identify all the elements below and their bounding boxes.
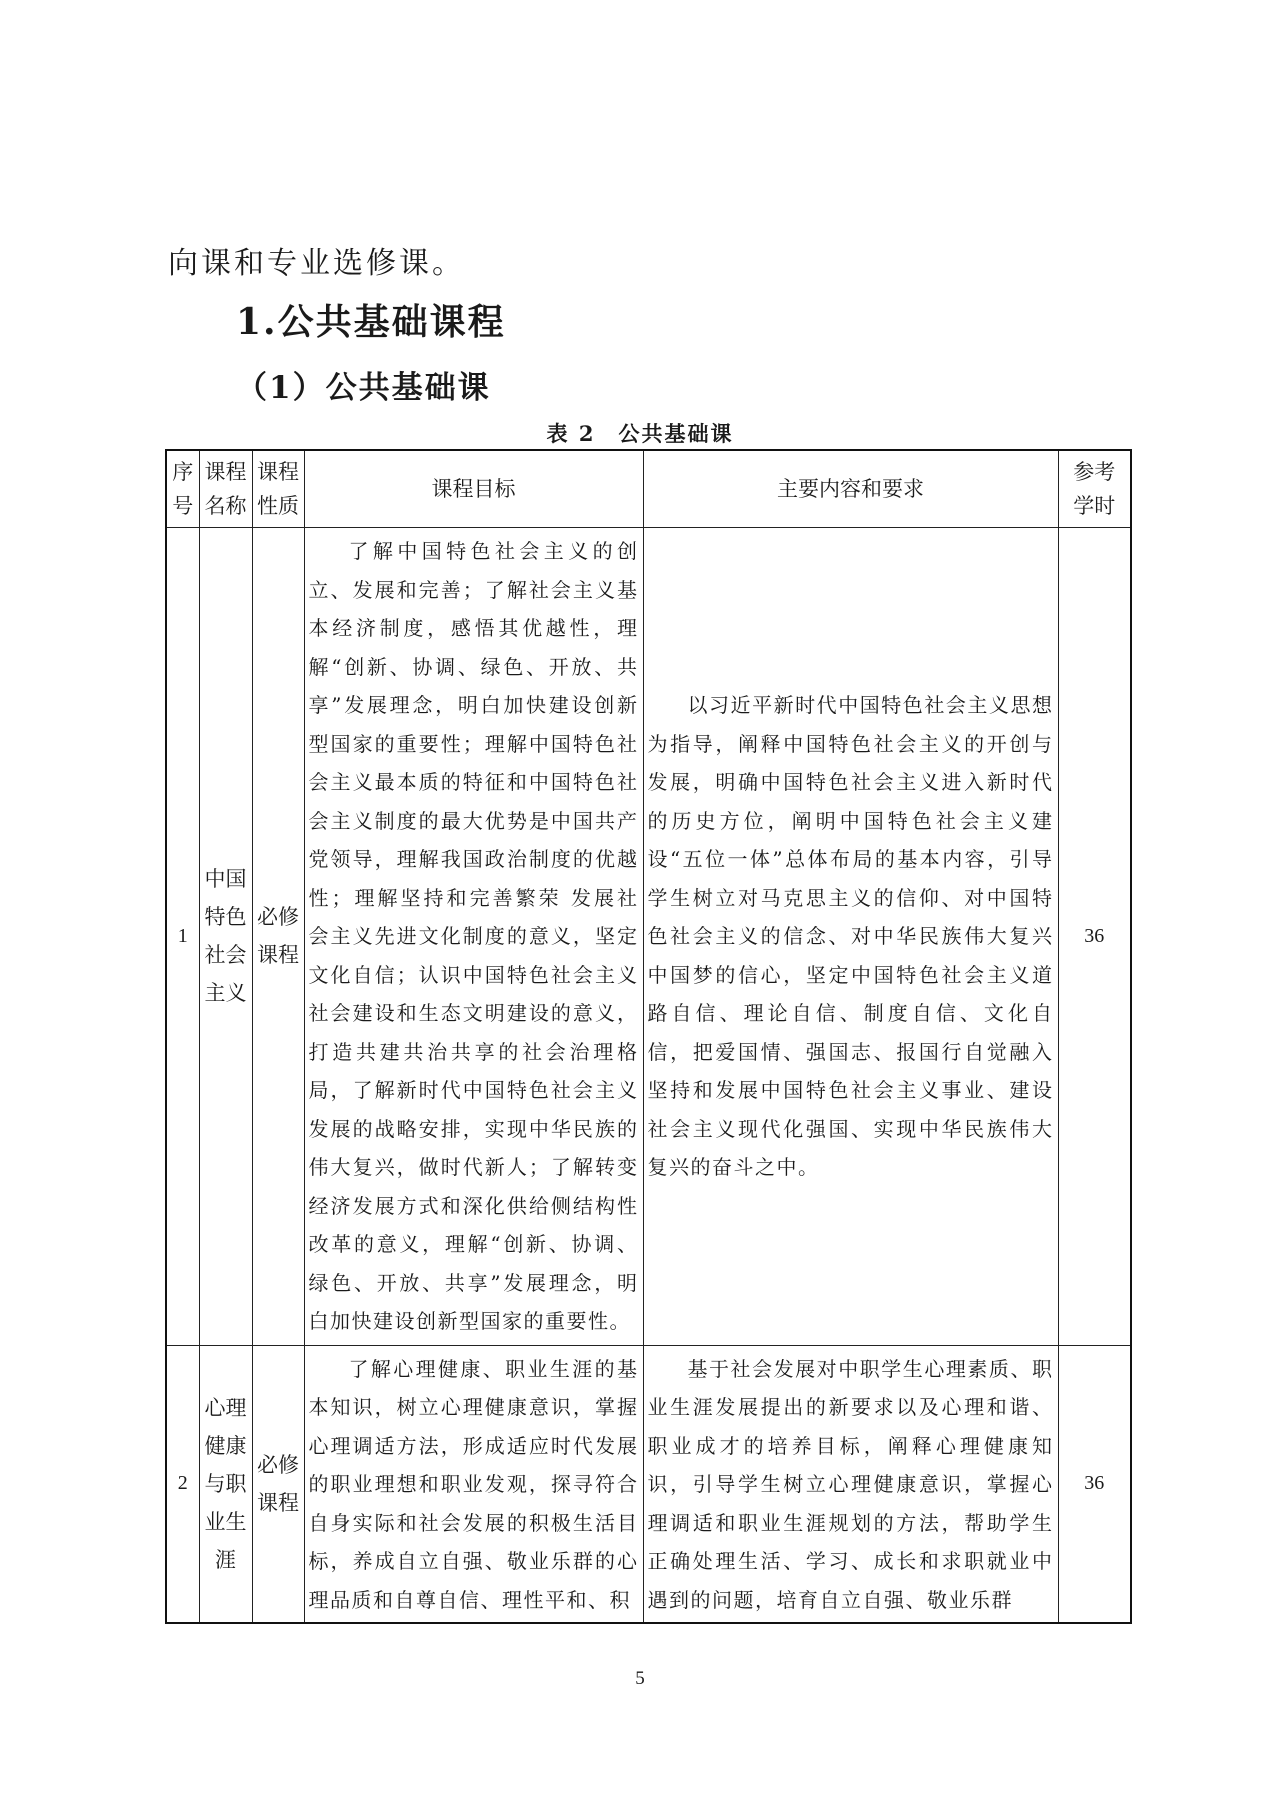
row-course-goal-cell	[304, 1345, 643, 1623]
page-number: 5	[635, 1668, 645, 1689]
row-no: 2	[166, 1345, 199, 1623]
table-header-row	[166, 450, 1131, 528]
header-name: 课程名称	[199, 450, 252, 528]
intro-line: 向课和专业选修课。	[168, 246, 465, 281]
header-content: 主要内容和要求	[643, 450, 1058, 528]
row-course-goal: 了解中国特色社会主义的创立、发展和完善；了解社会主义基本经济制度，感悟其优越性，理解“创新、协调、绿色、开放、共享”发展理念，明白加快建设创新型国家的重要性；理解中国特色社会主义最本质的特征和中国特色社会主义制度的最大优势是中国共产党领导，理解我国政治制度的优越性；理解坚持和完善繁荣 发展社会主义先进文化制度的意义，坚定 文化自信；认识中国特色社会主义社会建设和生态文明建设的意义，打造共建共治共享的社会治理格局，了解新时代中国特色社会主义发展的战略安排，实现中华民族的伟大复兴，做时代新人；了解转变经济发展方式和深化供给侧结构性改革的意义，理解“创新、协调、绿色、开放、共享”发展理念，明白加快建设创新型国家的重要性。	[304, 528, 643, 1346]
header-goal: 课程目标	[304, 450, 643, 528]
row-no: 1	[166, 528, 199, 1346]
subsection-title: （1）公共基础课	[236, 370, 491, 406]
row-course-type: 必修课程	[252, 528, 304, 1346]
table-caption: 表 2 公共基础课	[546, 421, 734, 446]
table-row	[166, 528, 1131, 1346]
table-row	[166, 1345, 1131, 1623]
row-hours: 36	[1058, 1345, 1131, 1623]
course-table	[165, 449, 1132, 1624]
section-title: 1.公共基础课程	[236, 301, 506, 343]
row-course-type: 必修课程	[252, 1345, 304, 1623]
row-course-content: 基于社会发展对中职学生心理素质、职业生涯发展提出的新要求以及心理和谐、职业成才的培养目标，阐释心理健康知识，引导学生树立心理健康意识，掌握心理调适和职业生涯规划的方法，帮助学生正确处理生活、学习、成长和求职就业中遇到的问题，培育自立自强、敬业乐群	[647, 1356, 1054, 1612]
header-type: 课程性质	[252, 450, 304, 528]
header-no: 序号	[166, 450, 199, 528]
header-hours: 参考学时	[1058, 450, 1131, 528]
row-hours: 36	[1058, 528, 1131, 1346]
row-course-content-cell	[643, 1345, 1058, 1623]
row-course-goal: 了解心理健康、职业生涯的基本知识，树立心理健康意识，掌握心理调适方法，形成适应时代发展的职业理想和职业发观，探寻符合自身实际和社会发展的积极生活目标，养成自立自强、敬业乐群的心理品质和自尊自信、理性平和、积	[308, 1356, 639, 1612]
row-course-content: 以习近平新时代中国特色社会主义思想为指导，阐释中国特色社会主义的开创与发展，明确中国特色社会主义进入新时代的历史方位，阐明中国特色社会主义建设“五位一体”总体布局的基本内容，引导学生树立对马克思主义的信仰、对中国特色社会主义的信念、对中华民族伟大复兴中国梦的信心，坚定中国特色社会主义道路自信、理论自信、制度自信、文化自信，把爱国情、强国志、报国行自觉融入坚持和发展中国特色社会主义事业、建设社会主义现代化强国、实现中华民族伟大复兴的奋斗之中。	[643, 528, 1058, 1346]
row-course-name: 中国特色社会主义	[199, 528, 252, 1346]
row-course-name: 心理健康与职业生涯	[199, 1345, 252, 1623]
